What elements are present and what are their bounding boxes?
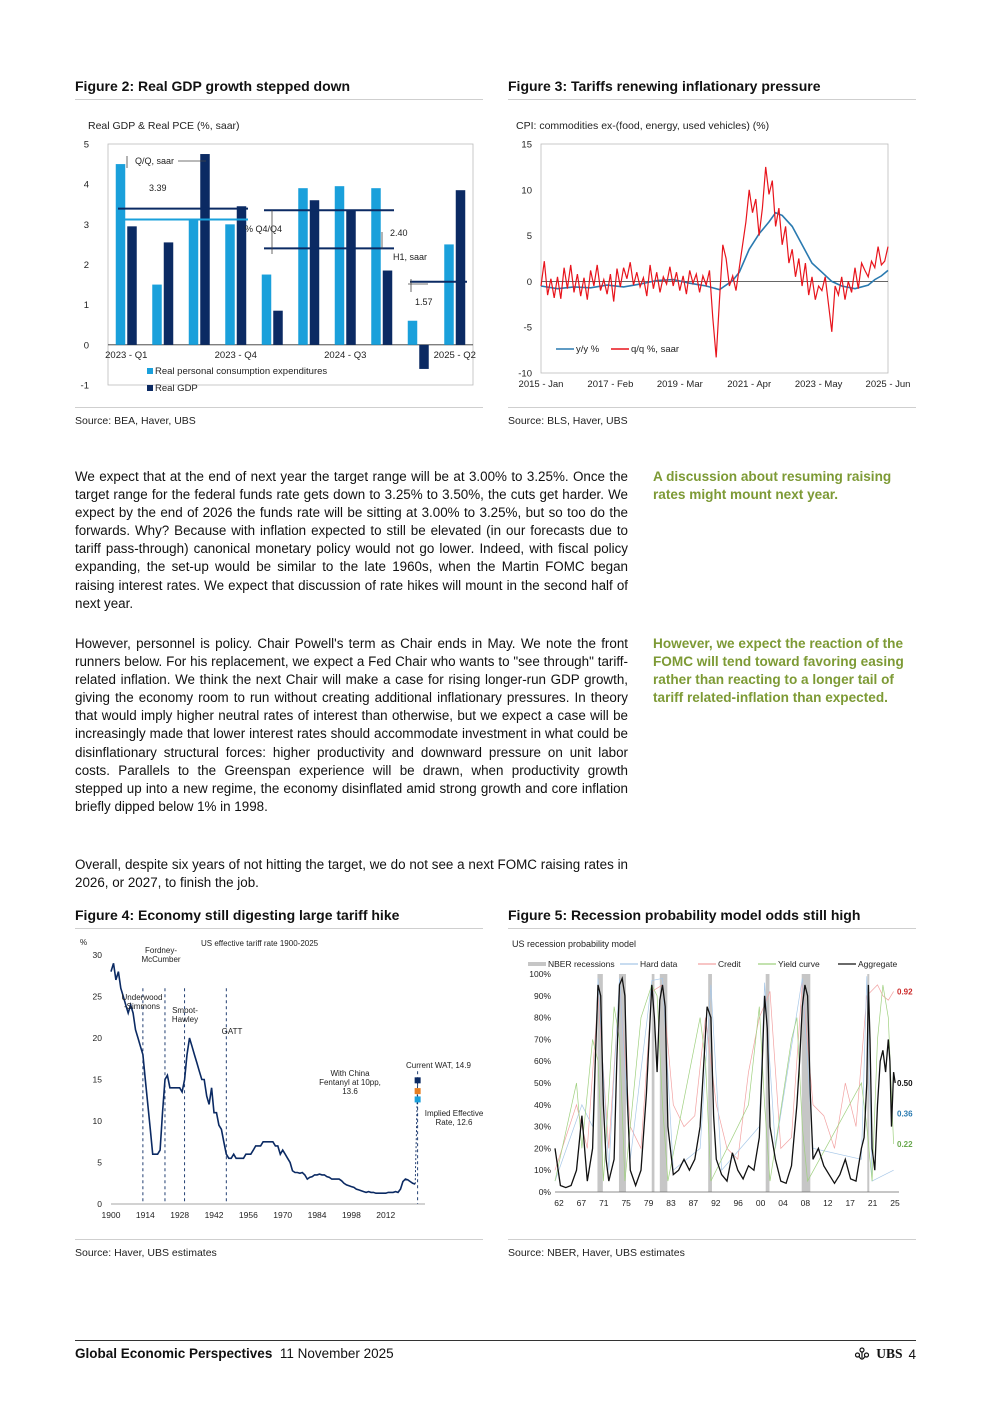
pce-bar [262, 275, 272, 345]
x-tick-label: 04 [778, 1198, 788, 1208]
fig5-source-rule [508, 1239, 916, 1240]
x-tick-label: 1970 [273, 1210, 293, 1220]
x-tick-label: 2015 - Jan [518, 379, 564, 390]
annotation-qq: Q/Q, saar [135, 156, 175, 166]
fig5-title-rule [508, 928, 916, 929]
aggregate-series-line [555, 978, 895, 1187]
x-tick-label: 2025 - Q2 [433, 349, 476, 361]
y-tick-label: 20 [92, 1033, 102, 1043]
sidenote-1: A discussion about resuming raising rates might mount next year. [653, 469, 892, 503]
y-tick-label: 60% [533, 1056, 551, 1067]
legend-label: NBER recessions [548, 959, 615, 969]
fig3-chart [508, 104, 916, 406]
fig5-chart [508, 933, 916, 1237]
legend-label: Hard data [640, 959, 678, 969]
fig5-title: Figure 5: Recession probability model odds still high [508, 907, 861, 923]
pce-bar [152, 285, 162, 345]
fig3-title-rule [508, 99, 916, 100]
annotation-implied: Implied Effective [424, 1109, 483, 1118]
chart-title: CPI: commodities ex-(food, energy, used vehicles) (%) [516, 120, 770, 132]
y-tick-label: 5 [526, 231, 532, 243]
y-tick-label: 50% [533, 1078, 551, 1088]
annotation-gatt: GATT [221, 1027, 243, 1036]
y-tick-label: 0 [526, 276, 532, 288]
y-tick-label: 0% [538, 1187, 551, 1197]
fig2-chart [75, 104, 483, 406]
y-tick-label: 0 [83, 340, 89, 352]
y-tick-label: 100% [529, 969, 551, 979]
chart-title: US recession probability model [512, 939, 637, 949]
page-number: 4 [908, 1346, 916, 1362]
annotation-china: Fentanyl at 10pp, [319, 1078, 381, 1087]
gdp-bar [127, 226, 137, 344]
pce-bar [444, 244, 454, 344]
gdp-bar [419, 345, 429, 369]
y-tick-label: 4 [83, 179, 89, 191]
y-tick-label: 0 [97, 1199, 102, 1209]
gdp-bar [346, 210, 356, 345]
fig4-source: Source: Haver, UBS estimates [75, 1247, 217, 1259]
y-tick-label: 70% [533, 1034, 551, 1045]
footer-brand [854, 1346, 916, 1362]
gdp-bar [456, 190, 466, 345]
y-tick-label: -5 [523, 322, 532, 334]
fig2-source: Source: BEA, Haver, UBS [75, 415, 196, 427]
pce-bar [116, 164, 126, 345]
fig4-title: Figure 4: Economy still digesting large tariff hike [75, 907, 400, 923]
x-tick-label: 2023 - Q4 [214, 349, 257, 361]
y-tick-label: 80% [533, 1012, 551, 1023]
qq-series-line [541, 167, 888, 358]
annotation-157: 1.57 [415, 297, 433, 307]
x-tick-label: 17 [845, 1198, 855, 1208]
y-tick-label: 10% [533, 1165, 551, 1176]
end-value-label: 0.36 [897, 1109, 913, 1119]
publication-name: Global Economic Perspectives [75, 1346, 273, 1361]
fig5-source: Source: NBER, Haver, UBS estimates [508, 1247, 685, 1259]
fig3-source-rule [508, 407, 916, 408]
x-tick-label: 83 [666, 1198, 676, 1208]
y-tick-label: -10 [518, 368, 532, 380]
fig3-source: Source: BLS, Haver, UBS [508, 415, 628, 427]
fig4-source-rule [75, 1239, 483, 1240]
paragraph-2: However, personnel is policy. Chair Powell's term as Chair ends in May. We note the front runners below. For his replacement, we expect a Fed Chair who wants to "see through" tariff-related inflation. We think the next Chair will make a case for rising longer-run GDP growth, giving the economy room to run without creating additional inflationary pressures. In theory that would imply higher neutral rates of interest than otherwise, but we expect a case will be increasingly made that lower interest rates should accommodate investment in what could be disinflationary structural forces: higher productivity and downward pressure on unit labor costs. Parallels to the Greenspan experience will be drawn, when productivity growth stepped up into a new regime, the economy disinflated amid strong growth and core inflation briefly dipped below 1% in 1998. [75, 636, 628, 814]
y-tick-label: 25 [92, 991, 102, 1002]
x-tick-label: 1984 [307, 1210, 327, 1220]
x-tick-label: 75 [621, 1198, 631, 1208]
x-tick-label: 2023 - May [794, 379, 843, 390]
paragraph-3: Overall, despite six years of not hitting the target, we do not see a next FOMC raising rates in 2026, or 2027, to finish the job. [75, 857, 628, 891]
x-tick-label: 79 [643, 1198, 654, 1208]
annotation-smoot: Hawley [171, 1015, 199, 1024]
annotation-current-wat: Current WAT, 14.9 [406, 1061, 471, 1070]
yy-series-line [541, 213, 888, 290]
pce-bar [371, 188, 381, 345]
chart-title: US effective tariff rate 1900-2025 [201, 939, 319, 948]
end-value-label: 0.50 [897, 1079, 913, 1088]
y-tick-label: 5 [83, 139, 89, 151]
annotation-h1: H1, saar [393, 252, 428, 262]
x-tick-label: 2019 - Mar [656, 379, 703, 390]
y-tick-label: 15 [521, 139, 532, 151]
x-tick-label: 1942 [204, 1210, 224, 1220]
gdp-bar [164, 242, 174, 344]
x-tick-label: 1956 [238, 1210, 258, 1220]
fig2-title: Figure 2: Real GDP growth stepped down [75, 78, 351, 94]
x-tick-label: 67 [576, 1198, 587, 1208]
y-tick-label: 10 [92, 1116, 102, 1126]
y-tick-label: 5 [97, 1157, 102, 1168]
fig2-source-rule [75, 407, 483, 408]
legend-swatch [147, 385, 153, 391]
rate-marker [415, 1096, 421, 1102]
x-tick-label: 2012 [376, 1210, 396, 1220]
gdp-bar [273, 311, 283, 345]
legend-swatch [147, 368, 153, 374]
x-tick-label: 2024 - Q3 [324, 349, 367, 361]
y-tick-label: 20% [533, 1143, 551, 1154]
legend-label: Credit [718, 959, 741, 969]
gdp-bar [310, 200, 320, 345]
sidenote-2: However, we expect the reaction of the FOMC will tend toward favoring easing rather than reacting to a longer tail of tariff related-inflation than expected. [653, 636, 904, 706]
annotation-fordney: Fordney- [144, 946, 178, 955]
y-tick-label: 90% [533, 990, 551, 1001]
legend-label: Real personal consumption expenditures [155, 366, 328, 377]
x-tick-label: 62 [554, 1198, 564, 1208]
gdp-bar [383, 271, 393, 345]
legend-label: Real GDP [155, 383, 198, 394]
y-tick-label: 3 [83, 219, 89, 231]
pce-bar [408, 321, 418, 345]
x-tick-label: 96 [733, 1198, 743, 1208]
x-tick-label: 87 [688, 1198, 699, 1208]
chart-title: Real GDP & Real PCE (%, saar) [88, 120, 240, 132]
x-tick-label: 00 [755, 1198, 766, 1208]
x-tick-label: 25 [890, 1198, 900, 1208]
pce-bar [225, 224, 235, 345]
x-tick-label: 2023 - Q1 [105, 349, 148, 361]
x-tick-label: 2017 - Feb [587, 379, 634, 390]
legend-label: y/y % [576, 344, 600, 355]
annotation-fordney: McCumber [141, 955, 181, 964]
annotation-china: With China [330, 1069, 370, 1078]
legend-label: Yield curve [778, 959, 820, 969]
x-tick-label: 21 [867, 1198, 878, 1208]
nber-recession-band [597, 974, 602, 1192]
x-tick-label: 1914 [135, 1210, 155, 1220]
publication-date: 11 November 2025 [279, 1346, 394, 1361]
x-tick-label: 08 [800, 1198, 811, 1208]
annotation-underwood: Underwood [121, 993, 163, 1002]
x-tick-label: 1998 [341, 1210, 361, 1220]
x-tick-label: 71 [599, 1198, 609, 1208]
legend-label: q/q %, saar [631, 344, 680, 355]
rate-marker [415, 1088, 421, 1094]
y-tick-label: 30% [533, 1121, 551, 1132]
pce-bar [298, 188, 308, 345]
x-tick-label: 1928 [170, 1210, 190, 1220]
y-tick-label: -1 [80, 380, 89, 392]
ubs-keys-icon [854, 1347, 870, 1361]
fig4-chart [75, 933, 483, 1237]
y-tick-label: 15 [92, 1074, 102, 1085]
annotation-240: 2.40 [390, 228, 408, 238]
annotation-339: 3.39 [149, 183, 167, 193]
annotation-implied: Rate, 12.6 [435, 1118, 473, 1127]
y-tick-label: 30 [92, 950, 102, 960]
x-tick-label: 12 [823, 1198, 833, 1208]
legend-label: Aggregate [858, 959, 898, 969]
annotation-china: 13.6 [342, 1087, 358, 1096]
brand-name: UBS [876, 1346, 903, 1361]
y-tick-label: 2 [83, 260, 89, 271]
y-tick-label: 1 [83, 300, 89, 312]
x-tick-label: 2025 - Jun [865, 379, 911, 390]
fig3-title: Figure 3: Tariffs renewing inflationary pressure [508, 78, 821, 94]
footer-rule [75, 1340, 916, 1341]
footer-publication [75, 1346, 394, 1361]
pce-bar [189, 220, 199, 345]
annotation-q4q4: % Q4/Q4 [245, 224, 283, 234]
annotation-underwood: -Simmons [123, 1002, 161, 1011]
y-tick-label: 40% [533, 1099, 551, 1110]
y-unit-label: % [80, 938, 88, 947]
x-tick-label: 1900 [101, 1210, 121, 1220]
x-tick-label: 92 [711, 1198, 721, 1208]
plot-area [108, 144, 473, 385]
end-value-label: 0.22 [897, 1140, 913, 1150]
rate-marker [415, 1077, 421, 1083]
y-tick-label: 10 [521, 185, 532, 197]
annotation-smoot: Smoot- [172, 1006, 198, 1015]
fig4-title-rule [75, 928, 483, 929]
paragraph-1: We expect that at the end of next year the target range will be at 3.00% to 3.25%. Once the target range for the federal funds rate gets down to 3.25% to 3.50%, the cuts get harder. We expect by the end of 2026 the funds rate will be sitting at 3.00% to 3.25%, but so too do the forwards. Why? Because with inflation expected to still be elevated (in our forecasts due to tariff pass-through) canonical monetary policy would not go lower. Indeed, with fiscal policy expanding, the set-up would be similar to the late 1960s, when the Martin FOMC began raising interest rates. We expect that discussion of rate hikes will mount in the second half of next year. [75, 469, 628, 611]
gdp-bar [200, 154, 210, 345]
x-tick-label: 2021 - Apr [727, 379, 772, 390]
end-value-label: 0.92 [897, 987, 913, 997]
fig2-title-rule [75, 99, 483, 100]
